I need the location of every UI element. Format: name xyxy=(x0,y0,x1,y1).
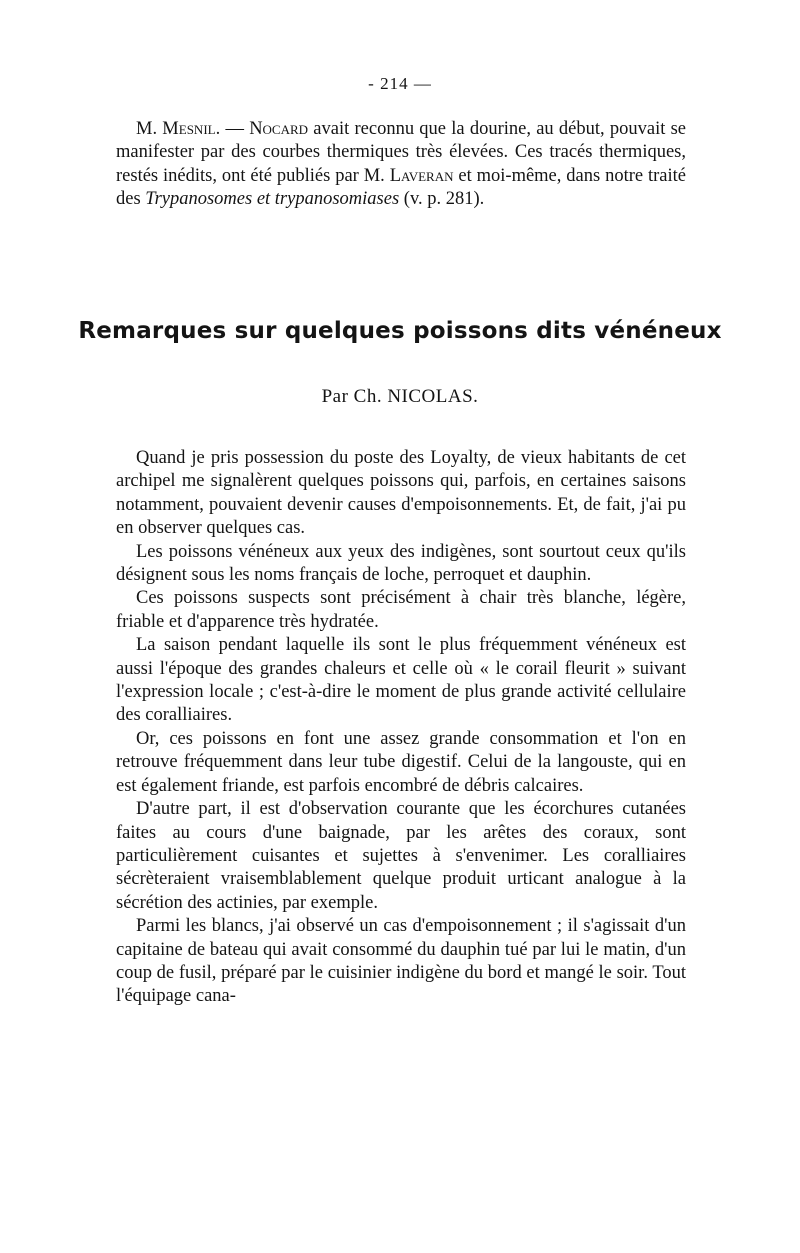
note-author: M. Mesnil. xyxy=(136,119,221,139)
article-paragraph: Or, ces poissons en font une assez grande consommation et l'on en retrouve fréquemment dans leur tube digestif. Celui de la langouste, qui en est également friande, est parfois encombré de débris calcaires. xyxy=(116,728,686,796)
byline-prefix: Par xyxy=(321,386,354,407)
article-paragraph: D'autre part, il est d'observation courante que les écorchures cutanées faites au cours d'une baignade, par les arêtes des coraux, sont particulièrement cuisantes et sujettes à s'envenimer. Les coralliaires sécrèteraient vraisemblablement quelque produit urticant analogue à la sécrétion des actinies, par exemple. xyxy=(116,799,686,913)
article-body xyxy=(116,447,686,1009)
note-book-title: Trypanosomes et trypanosomiases xyxy=(145,189,400,210)
note-text-1: avait reconnu que la dourine, au début, pouvait se manifester par des courbes thermiques très élevées. Ces tracés thermiques, restés inédits, ont été publiés par M. xyxy=(116,119,686,186)
article-paragraph: Parmi les blancs, j'ai observé un cas d'empoisonnement ; il s'agissait d'un capitaine de bateau qui avait consommé du dauphin tué par lui le matin, d'un coup de fusil, préparé par le cuisinier indigène du bord et mangé le soir. Tout l'équipage cana- xyxy=(116,916,686,1007)
article-title: Remarques sur quelques poissons dits vénéneux xyxy=(78,318,722,344)
note-dash: — xyxy=(220,119,250,139)
article-paragraph: Ces poissons suspects sont précisément à chair très blanche, légère, friable et d'apparence très hydratée. xyxy=(116,588,686,632)
article-byline xyxy=(0,386,800,408)
note-name-nocard: Nocard xyxy=(249,119,309,139)
page-number: - 214 — xyxy=(368,74,432,93)
byline-author: Ch. NICOLAS. xyxy=(353,386,479,407)
note-text-3: (v. p. 281). xyxy=(399,189,485,210)
article-paragraph: Quand je pris possession du poste des Loyalty, de vieux habitants de cet archipel me signalèrent quelques poissons qui, parfois, en certaines saisons notamment, pouvaient devenir causes d'empoisonnements. Et, de fait, j'ai pu en observer quelques cas. xyxy=(116,448,686,539)
note-text-2: et moi-même, dans notre traité des xyxy=(116,165,687,210)
article-paragraph: Les poissons vénéneux aux yeux des indigènes, sont sourtout ceux qu'ils désignent sous les noms français de loche, perroquet et dauphin. xyxy=(116,541,686,586)
note-name-laveran: Laveran xyxy=(389,165,454,186)
note-text xyxy=(116,118,686,212)
article-paragraph: La saison pendant laquelle ils sont le plus fréquemment vénéneux est aussi l'époque des grandes chaleurs et celle où « le corail fleurit » suivant l'expression locale ; c'est-à-dire le moment de plus grande activité cellulaire des coralliaires. xyxy=(116,635,686,726)
note-paragraph xyxy=(116,118,686,212)
